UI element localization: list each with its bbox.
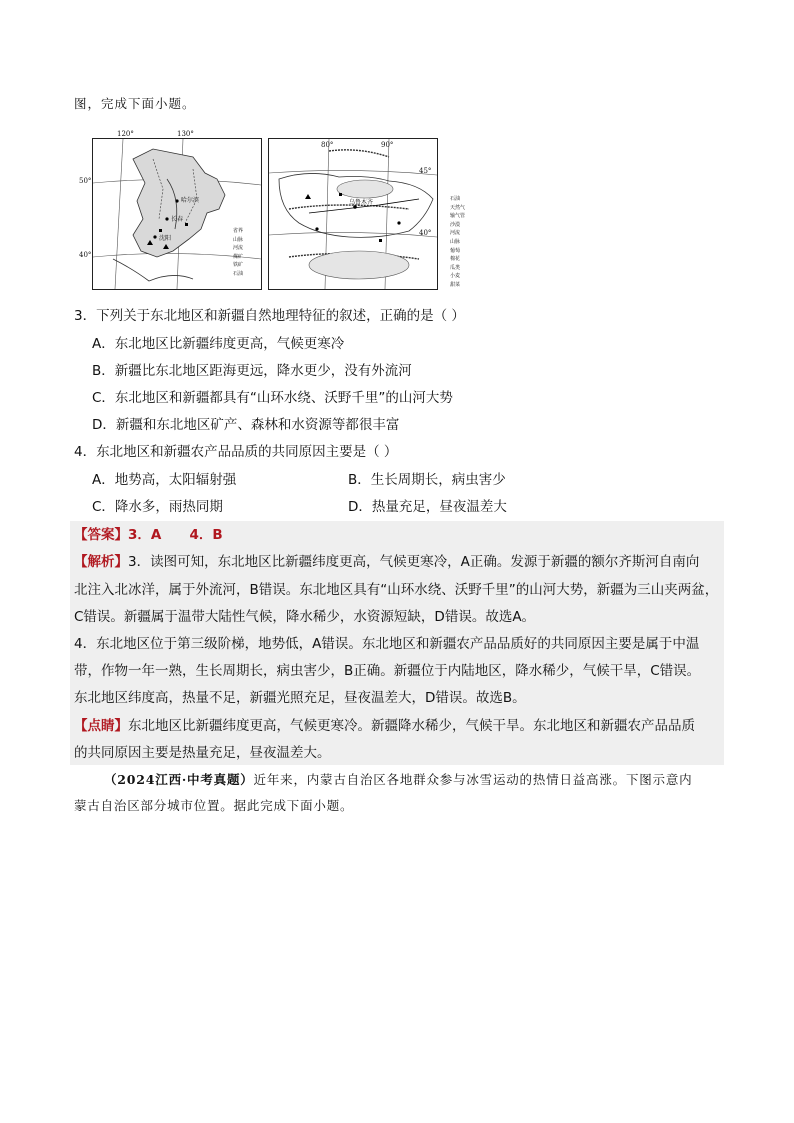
- comment-line: [74, 714, 695, 734]
- legend-item: 石油: [450, 196, 461, 202]
- lon-label: 130°: [177, 130, 194, 138]
- comment-tag: 【点睛】: [74, 718, 128, 734]
- lat-label: 50°: [79, 177, 92, 185]
- lat-label: 40°: [79, 251, 92, 259]
- northeast-map: [79, 130, 262, 290]
- question-4-option-b: B．生长周期长，病虫害少: [348, 472, 506, 488]
- analysis-line: [74, 550, 699, 570]
- analysis-line: C错误。新疆属于温带大陆性气候，降水稀少，水资源短缺，D错误。故选A。: [74, 609, 536, 625]
- legend-item: 山脉: [450, 238, 461, 245]
- legend-item: 河流: [233, 245, 244, 251]
- analysis-line: 4．东北地区位于第三级阶梯，地势低，A错误。东北地区和新疆农产品品质好的共同原因主要是属于中温: [74, 636, 700, 652]
- legend-item: 石油: [233, 270, 244, 277]
- intro-line: 近年来，内蒙古自治区各地群众参与冰雪运动的热情日益高涨。下图示意内: [253, 772, 693, 787]
- legend-item: 棉花: [450, 256, 461, 263]
- place-label: 乌鲁木齐: [349, 199, 374, 206]
- source-label: （2024江西·中考真题）: [104, 772, 254, 787]
- comment-line: 的共同原因主要是热量充足，昼夜温差大。: [74, 745, 331, 761]
- question-4-stem: 4．东北地区和新疆农产品品质的共同原因主要是（ ）: [74, 444, 398, 460]
- question-3-option-b: B．新疆比东北地区距海更远，降水更少，没有外流河: [92, 363, 412, 379]
- legend-item: 河流: [450, 230, 461, 237]
- analysis-tag: 【解析】: [74, 554, 128, 570]
- analysis-line: 北注入北冰洋，属于外流河，B错误。东北地区具有“山环水绕、沃野千里”的山河大势，新疆为三山夹两盆，: [74, 582, 719, 598]
- intro-line: 蒙古自治区部分城市位置。据此完成下面小题。: [74, 798, 354, 813]
- legend-item: 省界: [233, 228, 244, 234]
- lon-label: 90°: [381, 141, 394, 149]
- question-4-option-d: D．热量充足，昼夜温差大: [348, 499, 507, 515]
- question-3-option-d: D．新疆和东北地区矿产、森林和水资源等都很丰富: [92, 417, 400, 433]
- intro-text: 图，完成下面小题。: [74, 96, 196, 111]
- lon-label: 80°: [321, 141, 334, 149]
- question-3-stem: 3．下列关于东北地区和新疆自然地理特征的叙述，正确的是（ ）: [74, 308, 465, 324]
- legend-item: 瓜类: [450, 264, 461, 271]
- place-label: 长春: [171, 216, 184, 223]
- question-3-option-c: C．东北地区和新疆都具有“山环水绕、沃野千里”的山河大势: [92, 390, 453, 406]
- answer-tag: 【答案】: [74, 527, 128, 543]
- legend-item: 葡萄: [450, 247, 461, 254]
- legend-item: 输气管: [450, 213, 466, 220]
- xinjiang-map: [268, 138, 466, 290]
- lat-label: 40°: [419, 229, 432, 237]
- legend-item: 山脉: [233, 236, 244, 243]
- analysis-line: 带，作物一年一熟，生长周期长，病虫害少，B正确。新疆位于内陆地区，降水稀少，气候干旱，C错误。: [74, 663, 701, 679]
- legend: [233, 227, 261, 278]
- legend-item: 沙漠: [450, 221, 461, 228]
- question-3-option-a: A．东北地区比新疆纬度更高，气候更寒冷: [92, 336, 345, 352]
- analysis-text: 3．读图可知，东北地区比新疆纬度更高，气候更寒冷，A正确。发源于新疆的额尔齐斯河自南向: [128, 554, 700, 570]
- legend-item: 甜菜: [450, 281, 461, 288]
- question-4-option-a: A．地势高，太阳辐射强: [92, 472, 237, 488]
- legend: [450, 195, 480, 290]
- place-label: 哈尔滨: [181, 197, 200, 204]
- analysis-line: 东北地区纬度高，热量不足，新疆光照充足，昼夜温差大，D错误。故选B。: [74, 690, 526, 706]
- comment-text: 东北地区比新疆纬度更高，气候更寒冷。新疆降水稀少，气候干旱。东北地区和新疆农产品品质: [128, 718, 695, 734]
- lon-label: 120°: [117, 130, 134, 138]
- next-question-intro: [104, 770, 692, 788]
- lat-label: 45°: [419, 167, 432, 175]
- question-4-option-c: C．降水多，雨热同期: [92, 499, 223, 515]
- legend-item: 铁矿: [233, 262, 244, 268]
- answer-line: [74, 523, 223, 543]
- place-label: 沈阳: [159, 235, 172, 242]
- legend-item: 煤矿: [233, 253, 244, 260]
- legend-item: 天然气: [450, 204, 466, 211]
- legend-item: 小麦: [450, 273, 461, 280]
- answer-text: 3．A 4．B: [128, 527, 223, 543]
